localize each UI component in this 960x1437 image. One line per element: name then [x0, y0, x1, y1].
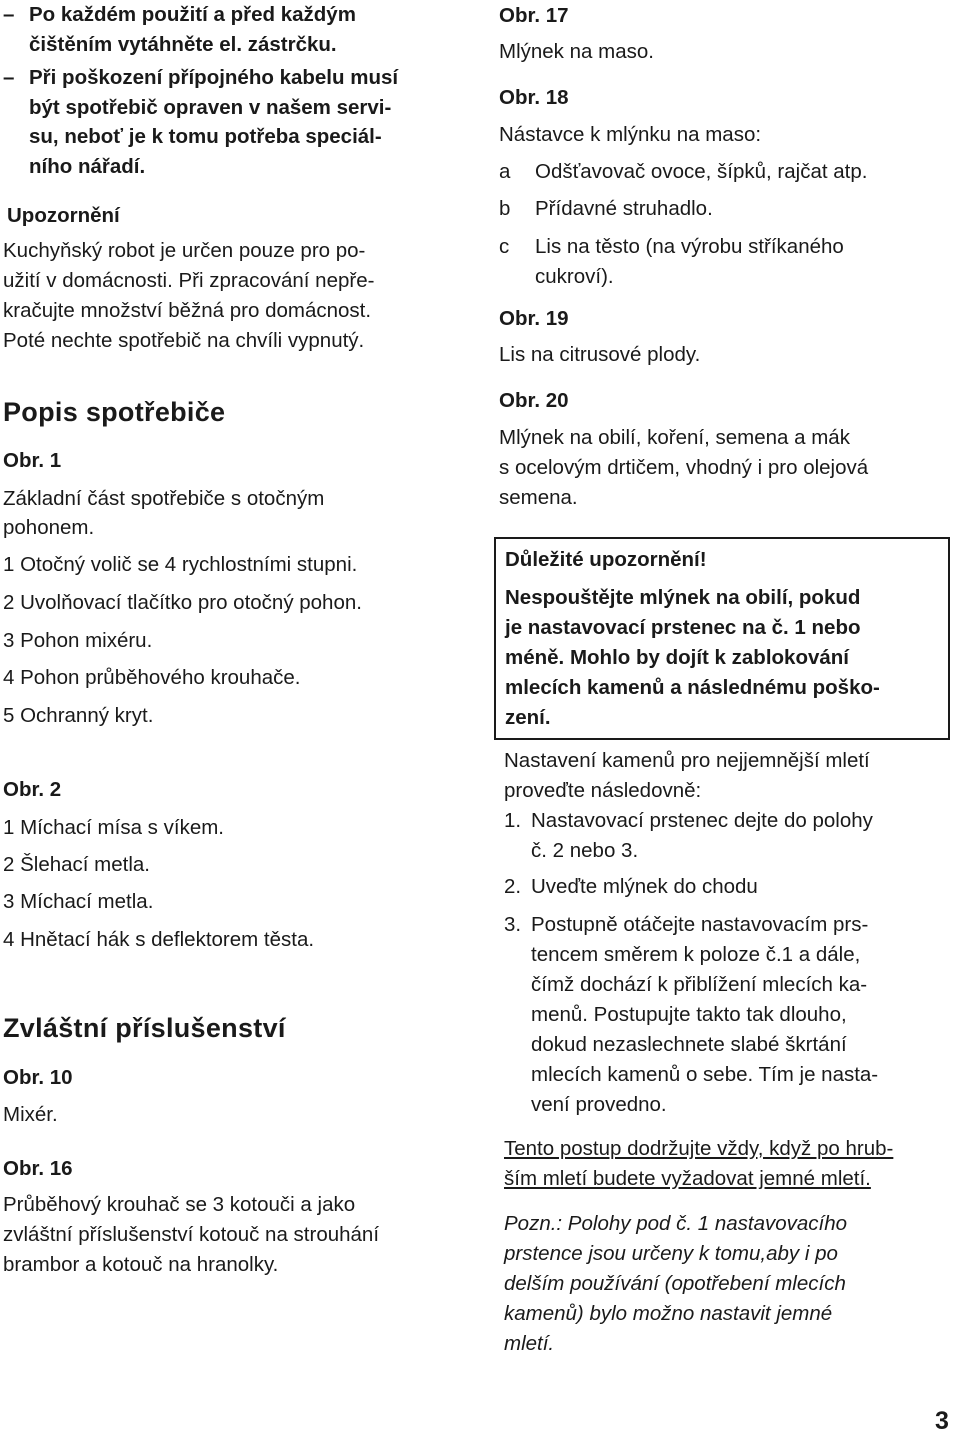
figure-label: Obr. 10: [3, 1066, 73, 1089]
figure-text-line: 2 Šlehací metla.: [3, 853, 150, 876]
safety-text-line: Po každém použití a před každým: [29, 3, 356, 26]
warning-line: Kuchyňský robot je určen pouze pro po-: [3, 239, 366, 262]
underlined-note-line: Tento postup dodržujte vždy, když po hrub-: [504, 1137, 894, 1160]
step-item: [504, 872, 758, 902]
safety-text-line: ního nářadí.: [29, 154, 146, 178]
figure-label: Obr. 16: [3, 1157, 73, 1180]
dash-marker: –: [3, 66, 15, 89]
important-line: je nastavovací prstenec na č. 1 nebo: [505, 616, 861, 639]
figure-text-line: Mlýnek na maso.: [499, 40, 654, 63]
list-key: b: [499, 197, 511, 220]
important-line: méně. Mohlo by dojít k zablokování: [505, 646, 849, 669]
figure-text-line: zvláštní příslušenství kotouč na strouhání: [3, 1223, 380, 1246]
figure-text-line: pohonem.: [3, 516, 95, 539]
step-text: mlecích kamenů o sebe. Tím je nasta-: [531, 1063, 879, 1086]
step-item: [504, 806, 873, 866]
step-text: Postupně otáčejte nastavovacím prs-: [531, 913, 869, 936]
figure-text-line: 1 Otočný volič se 4 rychlostními stupni.: [3, 553, 358, 576]
figure-label: Obr. 18: [499, 86, 569, 109]
step-text: tencem směrem k poloze č.1 a dále,: [531, 943, 861, 966]
list-text: Přídavné struhadlo.: [535, 197, 713, 220]
safety-text-line: být spotřebič opraven v našem servi-: [29, 95, 392, 119]
list-text: Lis na těsto (na výrobu stříkaného: [535, 235, 844, 258]
figure-text-line: 4 Pohon průběhového krouhače.: [3, 666, 301, 689]
figure-text-line: 3 Pohon mixéru.: [3, 629, 153, 652]
figure-text-line: 2 Uvolňovací tlačítko pro otočný pohon.: [3, 591, 362, 614]
setting-intro-line: Nastavení kamenů pro nejjemnější mletí: [504, 749, 870, 772]
warning-line: Poté nechte spotřebič na chvíli vypnutý.: [3, 329, 365, 352]
list-text: cukroví).: [535, 265, 614, 288]
note-line: kamenů) bylo možno nastavit jemné: [504, 1302, 833, 1325]
figure-text-line: 3 Míchací metla.: [3, 890, 154, 913]
figure-text-line: Mlýnek na obilí, koření, semena a mák: [499, 426, 850, 449]
step-text: čímž dochází k přiblížení mlecích ka-: [531, 973, 868, 996]
section-title-accessories: Zvláštní příslušenství: [3, 1013, 286, 1043]
figure-text-line: Lis na citrusové plody.: [499, 343, 701, 366]
safety-item-unplug: [3, 0, 356, 59]
step-number: 3.: [504, 913, 522, 936]
step-text: č. 2 nebo 3.: [531, 839, 639, 862]
step-text: Nastavovací prstenec dejte do polohy: [531, 809, 873, 832]
step-number: 2.: [504, 875, 522, 898]
list-item: [499, 232, 844, 292]
note-line: Pozn.: Polohy pod č. 1 nastavovacího: [504, 1212, 848, 1235]
figure-label: Obr. 1: [3, 449, 62, 472]
figure-text-line: s ocelovým drtičem, vhodný i pro olejová: [499, 456, 869, 479]
safety-text-line: čištěním vytáhněte el. zástrčku.: [29, 32, 337, 56]
list-key: c: [499, 235, 510, 258]
figure-label: Obr. 20: [499, 389, 569, 412]
warning-line: kračujte množství běžná pro domácnost.: [3, 299, 372, 322]
step-text: menů. Postupujte takto tak dlouho,: [531, 1003, 847, 1026]
step-text: Uveďte mlýnek do chodu: [531, 875, 758, 898]
figure-text-line: 4 Hnětací hák s deflektorem těsta.: [3, 928, 315, 951]
important-line: Nespouštějte mlýnek na obilí, pokud: [505, 586, 861, 609]
important-line: mlecích kamenů a následnému poško-: [505, 676, 880, 699]
warning-line: užití v domácnosti. Při zpracování nepře-: [3, 269, 375, 292]
dash-marker: –: [3, 3, 15, 26]
step-item: [504, 910, 878, 1120]
warning-title: Upozornění: [7, 204, 120, 227]
safety-text-line: su, neboť je k tomu potřeba speciál-: [29, 125, 382, 148]
important-line: zení.: [505, 706, 551, 729]
note-line: delším používání (opotřebení mlecích: [504, 1272, 846, 1295]
figure-text-line: 5 Ochranný kryt.: [3, 704, 154, 727]
setting-intro-line: proveďte následovně:: [504, 779, 702, 802]
figure-text-line: brambor a kotouč na hranolky.: [3, 1253, 279, 1276]
section-title-description: Popis spotřebiče: [3, 397, 226, 427]
page-number: 3: [935, 1407, 949, 1435]
figure-text-line: Základní část spotřebiče s otočným: [3, 487, 325, 510]
list-item: [499, 157, 867, 187]
step-text: vení provedno.: [531, 1093, 667, 1116]
safety-text-line: Při poškození přípojného kabelu musí: [29, 66, 399, 89]
figure-label: Obr. 2: [3, 778, 62, 801]
step-number: 1.: [504, 809, 522, 832]
figure-text-line: semena.: [499, 486, 578, 509]
list-key: a: [499, 160, 511, 183]
important-notice-box: [494, 537, 950, 740]
figure-label: Obr. 17: [499, 4, 569, 27]
note-line: prstence jsou určeny k tomu,aby i po: [504, 1242, 838, 1265]
figure-label: Obr. 19: [499, 307, 569, 330]
important-title: Důležité upozornění!: [505, 548, 707, 571]
underlined-note-line: ším mletí budete vyžadovat jemné mletí.: [504, 1167, 871, 1190]
list-item: [499, 194, 713, 224]
figure-text-line: 1 Míchací mísa s víkem.: [3, 816, 224, 839]
figure-text-line: Nástavce k mlýnku na maso:: [499, 123, 762, 146]
note-line: mletí.: [504, 1332, 555, 1355]
figure-text-line: Průběhový krouhač se 3 kotouči a jako: [3, 1193, 356, 1216]
figure-text-line: Mixér.: [3, 1103, 58, 1126]
step-text: dokud nezaslechnete slabé škrtání: [531, 1033, 847, 1056]
list-text: Odšťavovač ovoce, šípků, rajčat atp.: [535, 160, 868, 183]
safety-item-cable: [3, 63, 398, 181]
